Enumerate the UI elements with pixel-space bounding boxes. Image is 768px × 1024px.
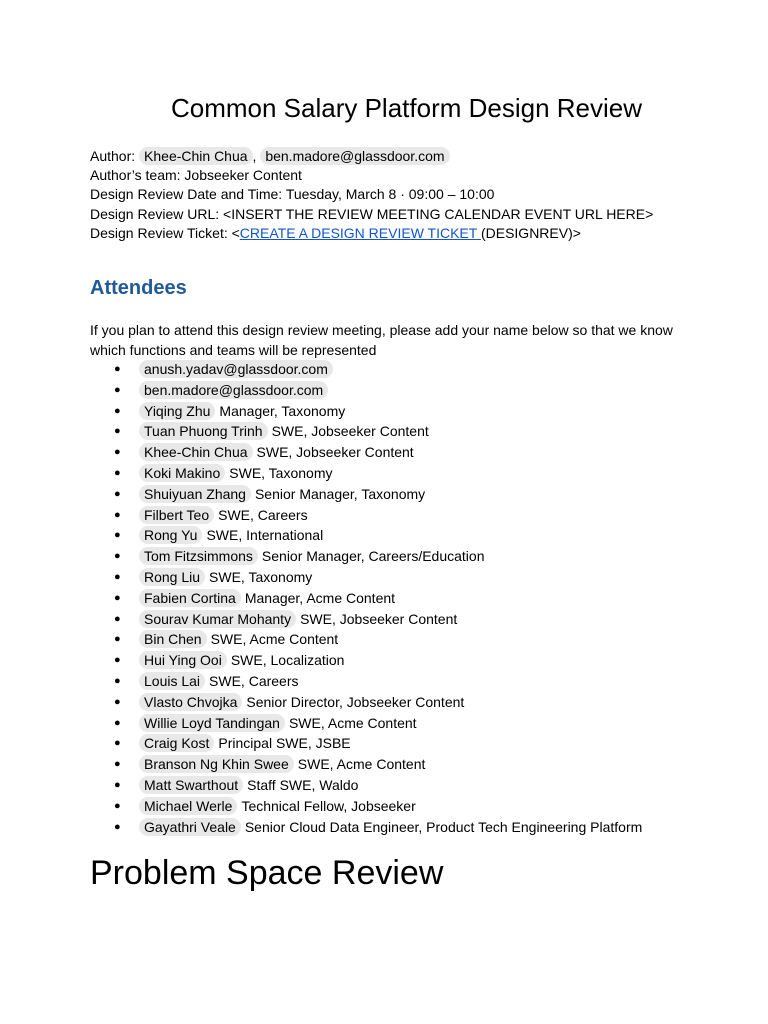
bullet-icon: ● bbox=[114, 529, 121, 542]
attendee-role: SWE, Acme Content bbox=[210, 631, 339, 648]
attendee-item bbox=[90, 692, 642, 713]
attendee-name-chip[interactable]: Willie Loyd Tandingan bbox=[139, 714, 285, 732]
document-title: Common Salary Platform Design Review bbox=[170, 93, 643, 123]
attendee-role: Technical Fellow, Jobseeker bbox=[241, 797, 416, 814]
metadata-block bbox=[90, 147, 653, 243]
attendee-name-chip[interactable]: Sourav Kumar Mohanty bbox=[139, 610, 296, 628]
attendee-item bbox=[90, 733, 642, 754]
attendee-item bbox=[90, 463, 642, 484]
attendee-role: Senior Director, Jobseeker Content bbox=[246, 693, 465, 710]
ticket-line bbox=[90, 224, 653, 243]
attendee-role: SWE, Taxonomy bbox=[209, 568, 313, 585]
attendee-name-chip[interactable]: Michael Werle bbox=[139, 797, 237, 815]
attendee-role: SWE, Jobseeker Content bbox=[271, 423, 429, 440]
date-line: Design Review Date and Time: Tuesday, March 8 · 09:00 – 10:00 bbox=[90, 186, 495, 203]
attendee-item bbox=[90, 650, 642, 671]
attendee-name-chip[interactable]: Bin Chen bbox=[139, 630, 207, 648]
attendee-item bbox=[90, 380, 642, 401]
attendee-role: Senior Manager, Careers/Education bbox=[261, 548, 485, 565]
attendee-role: SWE, Localization bbox=[230, 652, 345, 669]
attendee-name-chip[interactable]: Gayathri Veale bbox=[139, 818, 241, 836]
attendee-name-chip[interactable]: Khee-Chin Chua bbox=[139, 443, 253, 461]
attendee-item bbox=[90, 359, 642, 380]
bullet-icon: ● bbox=[114, 633, 121, 646]
bullet-icon: ● bbox=[114, 820, 121, 833]
create-ticket-link[interactable]: CREATE A DESIGN REVIEW TICKET bbox=[239, 224, 481, 241]
attendee-role: SWE, Acme Content bbox=[288, 714, 417, 731]
author-label: Author: bbox=[90, 148, 136, 164]
attendee-item bbox=[90, 775, 642, 796]
attendee-name-chip[interactable]: Fabien Cortina bbox=[139, 589, 241, 607]
bullet-icon: ● bbox=[114, 758, 121, 771]
bullet-icon: ● bbox=[114, 591, 121, 604]
attendees-heading: Attendees bbox=[90, 277, 187, 299]
author-name-chip[interactable]: Khee-Chin Chua bbox=[139, 147, 253, 165]
attendee-item bbox=[90, 484, 642, 505]
attendee-role: SWE, Taxonomy bbox=[229, 464, 333, 481]
attendee-name-chip[interactable]: Koki Makino bbox=[139, 464, 225, 482]
attendee-role: SWE, International bbox=[206, 527, 324, 544]
bullet-icon: ● bbox=[114, 716, 121, 729]
attendee-role: SWE, Careers bbox=[218, 506, 308, 523]
attendee-name-chip[interactable]: Branson Ng Khin Swee bbox=[139, 755, 294, 773]
attendee-role: Senior Cloud Data Engineer, Product Tech Engineering Platform bbox=[244, 818, 643, 835]
attendee-name-chip[interactable]: Rong Liu bbox=[139, 568, 205, 586]
bullet-icon: ● bbox=[114, 695, 121, 708]
author-email-chip[interactable]: ben.madore@glassdoor.com bbox=[260, 147, 449, 165]
attendee-item bbox=[90, 588, 642, 609]
attendee-name-chip[interactable]: Filbert Teo bbox=[139, 506, 214, 524]
attendee-role: SWE, Careers bbox=[209, 672, 299, 689]
bullet-icon: ● bbox=[114, 508, 121, 521]
attendee-item bbox=[90, 567, 642, 588]
review-url-line: Design Review URL: <INSERT THE REVIEW MEETING CALENDAR EVENT URL HERE> bbox=[90, 205, 654, 222]
bullet-icon: ● bbox=[114, 570, 121, 583]
attendee-name-chip[interactable]: Tom Fitzsimmons bbox=[139, 547, 258, 565]
bullet-icon: ● bbox=[114, 778, 121, 791]
team-line: Author’s team: Jobseeker Content bbox=[90, 167, 302, 184]
attendee-name-chip[interactable]: Vlasto Chvojka bbox=[139, 693, 242, 711]
attendee-role: SWE, Jobseeker Content bbox=[256, 444, 414, 461]
attendee-name-chip[interactable]: Hui Ying Ooi bbox=[139, 651, 227, 669]
problem-space-heading: Problem Space Review bbox=[90, 854, 444, 892]
bullet-icon: ● bbox=[114, 799, 121, 812]
attendee-item bbox=[90, 546, 642, 567]
bullet-icon: ● bbox=[114, 425, 121, 438]
attendee-role: Senior Manager, Taxonomy bbox=[254, 485, 426, 502]
attendee-item bbox=[90, 525, 642, 546]
attendee-role: Principal SWE, JSBE bbox=[218, 735, 351, 752]
bullet-icon: ● bbox=[114, 487, 121, 500]
attendee-item bbox=[90, 754, 642, 775]
attendee-name-chip[interactable]: ben.madore@glassdoor.com bbox=[139, 381, 328, 399]
bullet-icon: ● bbox=[114, 737, 121, 750]
attendee-item bbox=[90, 817, 642, 838]
attendee-name-chip[interactable]: Craig Kost bbox=[139, 734, 214, 752]
attendee-item bbox=[90, 421, 642, 442]
bullet-icon: ● bbox=[114, 363, 121, 375]
attendee-role: Manager, Taxonomy bbox=[219, 402, 346, 419]
bullet-icon: ● bbox=[114, 466, 121, 479]
bullet-icon: ● bbox=[114, 446, 121, 459]
attendee-name-chip[interactable]: Shuiyuan Zhang bbox=[139, 485, 251, 503]
attendee-item bbox=[90, 401, 642, 422]
bullet-icon: ● bbox=[114, 550, 121, 563]
ticket-prefix: Design Review Ticket: < bbox=[90, 224, 240, 241]
attendee-item bbox=[90, 713, 642, 734]
attendee-item bbox=[90, 629, 642, 650]
bullet-icon: ● bbox=[114, 612, 121, 625]
attendee-role: Manager, Acme Content bbox=[244, 589, 396, 606]
attendee-name-chip[interactable]: Yiqing Zhu bbox=[139, 402, 215, 420]
ticket-suffix: (DESIGNREV)> bbox=[480, 224, 581, 241]
attendee-item bbox=[90, 442, 642, 463]
attendee-role: SWE, Jobseeker Content bbox=[300, 610, 458, 627]
attendee-name-chip[interactable]: Rong Yu bbox=[139, 526, 202, 544]
attendee-item bbox=[90, 609, 642, 630]
author-separator: , bbox=[252, 148, 257, 164]
attendee-name-chip[interactable]: Tuan Phuong Trinh bbox=[139, 422, 268, 440]
attendee-name-chip[interactable]: Matt Swarthout bbox=[139, 776, 243, 794]
attendee-name-chip[interactable]: Louis Lai bbox=[139, 672, 205, 690]
attendee-item bbox=[90, 796, 642, 817]
attendee-role: Staff SWE, Waldo bbox=[247, 776, 359, 793]
author-line bbox=[90, 147, 653, 166]
bullet-icon: ● bbox=[114, 674, 121, 687]
attendee-name-chip[interactable]: anush.yadav@glassdoor.com bbox=[139, 360, 333, 378]
attendee-item bbox=[90, 505, 642, 526]
bullet-icon: ● bbox=[114, 404, 121, 417]
attendees-intro: If you plan to attend this design review meeting, please add your name below so that we know which functions and teams will be represented bbox=[90, 322, 673, 358]
bullet-icon: ● bbox=[114, 654, 121, 667]
attendee-item bbox=[90, 671, 642, 692]
bullet-icon: ● bbox=[114, 383, 121, 396]
attendee-role: SWE, Acme Content bbox=[297, 756, 426, 773]
attendees-list bbox=[90, 359, 642, 837]
